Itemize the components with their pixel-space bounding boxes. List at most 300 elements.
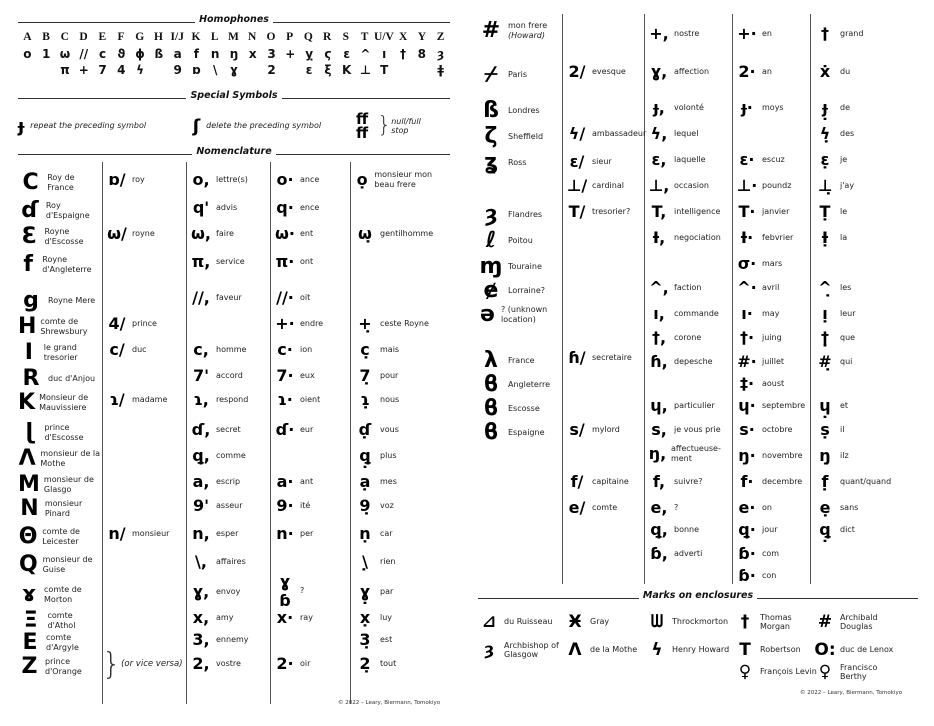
homophone-symbol: 4 bbox=[117, 63, 126, 77]
cipher-symbol: ı· bbox=[741, 304, 753, 323]
alphabet-letter: N bbox=[248, 31, 257, 43]
plaintext-label: comte d'Argyle bbox=[46, 633, 79, 652]
table-row bbox=[566, 152, 612, 171]
enclosure-mark: Ӿ bbox=[568, 612, 582, 632]
homophone-symbol: x bbox=[248, 47, 257, 61]
enclosure-mark: T bbox=[739, 640, 751, 660]
table-row bbox=[814, 472, 891, 491]
alphabet-letter: F bbox=[117, 31, 125, 43]
cipher-symbol: a, bbox=[192, 472, 210, 491]
homophone-symbol: // bbox=[79, 47, 89, 61]
cipher-symbol: ℓ bbox=[485, 228, 497, 253]
plaintext-label: octobre bbox=[762, 424, 793, 434]
cipher-symbol: Ξ bbox=[23, 608, 38, 633]
table-row bbox=[648, 352, 713, 371]
special-symbols-heading: Special Symbols bbox=[18, 90, 450, 106]
table-row bbox=[190, 472, 240, 491]
table-row bbox=[106, 224, 155, 243]
table-row bbox=[354, 630, 392, 649]
table-row bbox=[18, 630, 102, 655]
plaintext-label: madame bbox=[132, 394, 168, 404]
plaintext-label: depesche bbox=[674, 356, 713, 366]
table-row bbox=[190, 608, 233, 627]
cipher-symbol: 2/ bbox=[568, 62, 586, 81]
cipher-symbol: ẹ bbox=[819, 498, 831, 517]
table-row bbox=[648, 498, 678, 517]
plaintext-label: Roy de France bbox=[47, 173, 75, 192]
cipher-symbol: ɗ, bbox=[191, 420, 211, 439]
cipher-symbol: N bbox=[20, 496, 39, 521]
plaintext-label: eux bbox=[300, 370, 315, 380]
table-row bbox=[814, 228, 847, 247]
cipher-symbol: 2· bbox=[276, 654, 294, 673]
table-row bbox=[566, 498, 617, 517]
cipher-symbol: c̣ bbox=[360, 340, 370, 359]
plaintext-label: Escosse bbox=[508, 403, 540, 413]
plaintext-label: amy bbox=[216, 612, 234, 622]
plaintext-label: laquelle bbox=[674, 154, 706, 164]
cipher-symbol: 2̣ bbox=[359, 654, 371, 673]
cipher-symbol: ꝗ· bbox=[738, 520, 756, 539]
table-row bbox=[566, 348, 632, 367]
cipher-symbol: ɗ bbox=[21, 198, 39, 223]
cipher-symbol: c/ bbox=[109, 340, 125, 359]
table-row bbox=[354, 472, 397, 491]
cipher-symbol: Λ bbox=[18, 446, 36, 471]
cipher-symbol: † bbox=[821, 24, 829, 43]
null-symbol-label: null/full stop bbox=[391, 116, 421, 135]
plaintext-label: sieur bbox=[592, 156, 612, 166]
cipher-symbol: ω, bbox=[191, 224, 211, 243]
plaintext-label: prince d'Escosse bbox=[44, 423, 84, 442]
table-row bbox=[814, 62, 850, 81]
cipher-symbol: π, bbox=[191, 252, 211, 271]
table-row bbox=[648, 228, 721, 247]
table-row bbox=[478, 254, 542, 279]
plaintext-label: poundz bbox=[762, 180, 792, 190]
alphabet-letter: Q bbox=[303, 31, 313, 43]
alphabet-letter: D bbox=[79, 31, 88, 43]
enclosure-mark: ♀ bbox=[818, 662, 832, 682]
cipher-symbol: //, bbox=[192, 288, 210, 307]
plaintext-label: endre bbox=[300, 318, 324, 328]
plaintext-label: capitaine bbox=[592, 476, 629, 486]
cipher-symbol: Ṭ bbox=[819, 202, 831, 221]
plaintext-label: ion bbox=[300, 344, 313, 354]
homophone-symbol: \ bbox=[213, 63, 218, 77]
plaintext-label: des bbox=[840, 128, 855, 138]
plaintext-label: ence bbox=[300, 202, 320, 212]
repeat-symbol-icon: ɟ bbox=[18, 115, 25, 137]
plaintext-label: Monsieur de Mauvissiere bbox=[39, 393, 89, 412]
plaintext-label: febvrier bbox=[762, 232, 794, 242]
homophone-symbol: ı bbox=[382, 47, 387, 61]
table-row bbox=[274, 420, 313, 439]
plaintext-label: ? bbox=[674, 502, 679, 512]
plaintext-label: ité bbox=[300, 500, 311, 510]
plaintext-label: adverti bbox=[674, 548, 703, 558]
cipher-symbol: Ɛ bbox=[21, 224, 37, 249]
table-row bbox=[736, 150, 785, 169]
table-row bbox=[190, 630, 249, 649]
table-row bbox=[18, 366, 95, 391]
homophone-symbol: n bbox=[210, 47, 220, 61]
table-row bbox=[648, 328, 701, 347]
enclosure-item bbox=[734, 662, 817, 682]
plaintext-label: France bbox=[508, 355, 535, 365]
cipher-symbol: ⌿ bbox=[484, 62, 498, 87]
cipher-symbol: ɱ bbox=[479, 254, 503, 279]
cipher-symbol: ꝗ, bbox=[650, 520, 668, 539]
enclosure-label: Henry Howard bbox=[672, 645, 730, 655]
table-row bbox=[736, 24, 772, 43]
cipher-symbol: ω/ bbox=[107, 224, 127, 243]
cipher-symbol: ȝ bbox=[484, 202, 498, 227]
plaintext-label: prince bbox=[132, 318, 157, 328]
cipher-symbol: ɥ, bbox=[650, 396, 668, 415]
table-row bbox=[736, 304, 779, 323]
table-row bbox=[736, 396, 805, 415]
plaintext-label: tresorier? bbox=[592, 206, 631, 216]
table-row bbox=[106, 524, 169, 543]
cipher-symbol: λ bbox=[484, 348, 498, 373]
cipher-symbol: f/ bbox=[570, 472, 584, 491]
cipher-symbol: ω̣ bbox=[358, 224, 372, 243]
alphabet-letter: T bbox=[360, 31, 369, 43]
table-row bbox=[354, 170, 450, 189]
plaintext-label: jour bbox=[762, 524, 778, 534]
plaintext-label: affaires bbox=[216, 556, 246, 566]
enclosure-mark: # bbox=[817, 612, 833, 632]
cipher-symbol: Z bbox=[21, 654, 38, 679]
table-row bbox=[106, 390, 167, 409]
cipher-symbol: ɟ, bbox=[653, 98, 665, 117]
plaintext-label: monsieur de la Mothe bbox=[40, 449, 101, 468]
plaintext-label: commande bbox=[674, 308, 719, 318]
enclosure-item bbox=[564, 612, 609, 632]
table-row bbox=[736, 446, 803, 465]
repeat-symbol-label: repeat the preceding symbol bbox=[30, 121, 147, 131]
plaintext-label: plus bbox=[380, 450, 397, 460]
plaintext-label: faction bbox=[674, 282, 702, 292]
alphabet-letter: X bbox=[398, 31, 408, 43]
plaintext-label: Lorraine? bbox=[508, 285, 546, 295]
plaintext-label: la bbox=[840, 232, 848, 242]
column-divider bbox=[562, 14, 563, 584]
table-row bbox=[274, 198, 319, 217]
cipher-symbol: ɣ, bbox=[650, 62, 668, 81]
enclosure-label: duc de Lenox bbox=[840, 645, 894, 655]
cipher-symbol: R bbox=[22, 366, 40, 391]
plaintext-label: comte de Leicester bbox=[42, 527, 80, 546]
table-row bbox=[18, 496, 102, 521]
table-row bbox=[190, 390, 248, 409]
table-row bbox=[354, 340, 399, 359]
table-row bbox=[354, 224, 433, 243]
cipher-symbol: ɛ̣ bbox=[820, 150, 830, 169]
plaintext-label: duc d'Anjou bbox=[48, 373, 96, 383]
cipher-symbol: e· bbox=[738, 498, 756, 517]
alphabet-letter: G bbox=[135, 31, 145, 43]
table-row bbox=[274, 252, 313, 271]
plaintext-label: le grand tresorier bbox=[43, 343, 78, 362]
alphabet-letter: M bbox=[228, 31, 239, 43]
table-row bbox=[478, 396, 540, 421]
alphabet-letter: H bbox=[154, 31, 163, 43]
cipher-symbol: E bbox=[22, 630, 38, 655]
enclosures-table bbox=[478, 606, 918, 698]
plaintext-label: ont bbox=[300, 256, 314, 266]
plaintext-label: com bbox=[762, 548, 780, 558]
enclosure-label: Throckmorton bbox=[672, 617, 729, 627]
table-row bbox=[814, 396, 848, 415]
plaintext-label: esper bbox=[216, 528, 239, 538]
plaintext-label: ent bbox=[300, 228, 314, 238]
plaintext-label: envoy bbox=[216, 586, 241, 596]
plaintext-label: oir bbox=[300, 658, 311, 668]
table-row bbox=[190, 198, 237, 217]
table-row bbox=[190, 288, 242, 307]
plaintext-label: sans bbox=[840, 502, 859, 512]
cipher-symbol: +· bbox=[275, 314, 295, 333]
special-symbols-row bbox=[18, 106, 450, 146]
cipher-symbol: \, bbox=[195, 552, 207, 571]
table-row bbox=[478, 302, 562, 327]
table-row bbox=[478, 372, 550, 397]
plaintext-label: faire bbox=[216, 228, 234, 238]
table-row bbox=[354, 608, 392, 627]
table-row bbox=[354, 446, 397, 465]
table-row bbox=[814, 304, 856, 323]
cipher-symbol: f̣ bbox=[821, 472, 829, 491]
table-row bbox=[814, 150, 847, 169]
table-row bbox=[190, 340, 246, 359]
plaintext-label: oient bbox=[300, 394, 321, 404]
enclosure-item bbox=[478, 640, 566, 660]
plaintext-label: voz bbox=[380, 500, 394, 510]
plaintext-label: bonne bbox=[674, 524, 700, 534]
column-divider bbox=[810, 14, 811, 584]
plaintext-label: monsieur mon beau frere bbox=[374, 170, 433, 189]
plaintext-label: qui bbox=[840, 356, 853, 366]
table-row bbox=[190, 366, 243, 385]
plaintext-label: oit bbox=[300, 292, 311, 302]
label-group bbox=[508, 21, 547, 40]
plaintext-label: juing bbox=[762, 332, 782, 342]
alphabet-letter: Y bbox=[417, 31, 427, 43]
table-row bbox=[478, 62, 527, 87]
plaintext-label: occasion bbox=[674, 180, 709, 190]
plaintext-label: Espaigne bbox=[508, 427, 545, 437]
table-row bbox=[18, 472, 102, 497]
plaintext-label: Roy d'Espaigne bbox=[45, 201, 90, 220]
table-row bbox=[736, 62, 772, 81]
plaintext-label: ance bbox=[300, 174, 320, 184]
plaintext-label: advis bbox=[216, 202, 238, 212]
table-row bbox=[736, 498, 772, 517]
table-row bbox=[736, 472, 802, 491]
cipher-symbol: T, bbox=[651, 202, 667, 221]
cipher-symbol: ɇ bbox=[483, 278, 499, 303]
enclosure-label: du Ruisseau bbox=[504, 617, 553, 627]
cipher-symbol: ɓ, bbox=[650, 544, 668, 563]
plaintext-label: leur bbox=[840, 308, 856, 318]
plaintext-label: monsieur de Glasgo bbox=[43, 475, 94, 494]
homophones-heading: Homophones bbox=[18, 14, 450, 30]
cipher-symbol: ɤ bbox=[22, 582, 36, 607]
table-row bbox=[274, 472, 313, 491]
homophone-symbol: f bbox=[193, 47, 200, 61]
plaintext-label: escuz bbox=[762, 154, 785, 164]
enclosure-mark: † bbox=[740, 612, 750, 632]
table-row bbox=[18, 288, 95, 313]
plaintext-label: en bbox=[762, 28, 772, 38]
homophone-symbol: c bbox=[98, 47, 107, 61]
table-row bbox=[18, 340, 102, 365]
enclosure-label: François Levin bbox=[760, 667, 817, 677]
cipher-symbol: ɣ, bbox=[192, 582, 210, 601]
enclosure-item bbox=[564, 640, 637, 660]
plaintext-label: on bbox=[762, 502, 772, 512]
cipher-symbol: 9̣ bbox=[359, 496, 371, 515]
table-row bbox=[648, 124, 698, 143]
enclosure-mark: ⊿ bbox=[481, 612, 497, 632]
plaintext-label: par bbox=[380, 586, 394, 596]
cipher-symbol: s/ bbox=[569, 420, 585, 439]
plaintext-label: novembre bbox=[762, 450, 803, 460]
cipher-symbol: ^, bbox=[649, 278, 669, 297]
homophone-symbol: ɛ bbox=[305, 63, 313, 77]
plaintext-label: il bbox=[840, 424, 845, 434]
homophone-symbol: ⊥ bbox=[359, 63, 371, 77]
plaintext-label: juillet bbox=[762, 356, 785, 366]
enclosure-item bbox=[814, 662, 902, 682]
plaintext-label: ilz bbox=[840, 450, 849, 460]
cipher-symbol: ı̣ bbox=[822, 304, 828, 323]
plaintext-label: de bbox=[840, 102, 850, 112]
plaintext-label: prince d'Orange bbox=[45, 657, 82, 676]
right-nomenclature-table bbox=[478, 14, 918, 584]
cipher-symbol: ŋ· bbox=[738, 446, 756, 465]
column-divider bbox=[644, 14, 645, 584]
plaintext-label: con bbox=[762, 570, 777, 580]
cipher-symbol: ɓ· bbox=[738, 566, 756, 585]
cipher-symbol: 2· bbox=[738, 62, 756, 81]
cipher-symbol: ɒ/ bbox=[108, 170, 126, 189]
homophone-symbol: T bbox=[380, 63, 389, 77]
table-row bbox=[814, 498, 858, 517]
table-row bbox=[736, 328, 782, 347]
cipher-symbol: 9' bbox=[192, 496, 210, 515]
cipher-symbol: ɦ/ bbox=[568, 348, 586, 367]
cipher-symbol: +· bbox=[737, 24, 757, 43]
cipher-symbol: +̣ bbox=[358, 314, 372, 333]
cipher-symbol: T/ bbox=[568, 202, 586, 221]
delete-symbol-icon: ʃ bbox=[192, 115, 201, 137]
table-row bbox=[648, 202, 720, 221]
table-row bbox=[190, 496, 243, 515]
cipher-symbol: ŋ, bbox=[648, 444, 667, 463]
enclosure-mark: ᗯ bbox=[650, 612, 664, 632]
table-row bbox=[478, 18, 547, 43]
cipher-symbol: Q bbox=[18, 552, 38, 577]
plaintext-label: corone bbox=[674, 332, 702, 342]
cipher-symbol: ο· bbox=[276, 170, 294, 189]
table-row bbox=[274, 170, 319, 189]
table-row bbox=[814, 124, 854, 143]
homophone-symbol: 8 bbox=[417, 47, 426, 61]
cipher-symbol: ϐ bbox=[483, 420, 499, 445]
table-row bbox=[648, 420, 721, 439]
plaintext-label: homme bbox=[216, 344, 247, 354]
plaintext-label: mars bbox=[762, 258, 783, 268]
cipher-symbol: 9· bbox=[276, 496, 294, 515]
cipher-symbol: ə bbox=[480, 302, 495, 327]
cipher-symbol: Θ bbox=[18, 524, 38, 549]
cipher-symbol: †· bbox=[739, 328, 755, 347]
cipher-symbol: H bbox=[18, 314, 37, 339]
alphabet-letter: U/V bbox=[373, 31, 394, 43]
homophone-symbol: K bbox=[342, 63, 352, 77]
plaintext-label: secretaire bbox=[592, 352, 632, 362]
special-item-delete bbox=[193, 116, 342, 137]
table-row bbox=[274, 524, 313, 543]
plaintext-label: ambassadeur bbox=[592, 128, 647, 138]
homophone-symbol: ^ bbox=[360, 47, 371, 61]
table-row bbox=[190, 582, 240, 601]
table-row bbox=[736, 520, 777, 539]
enclosure-item bbox=[734, 612, 822, 632]
plaintext-label: negociation bbox=[674, 232, 721, 242]
homophone-symbol: 2 bbox=[267, 63, 276, 77]
column-divider bbox=[350, 162, 351, 704]
plaintext-label: service bbox=[216, 256, 245, 266]
plaintext-label: escrip bbox=[216, 476, 241, 486]
cipher-symbol: Ɨ̣ bbox=[821, 228, 829, 247]
plaintext-label: suivre? bbox=[674, 476, 703, 486]
table-row bbox=[106, 170, 145, 189]
plaintext-label: asseur bbox=[216, 500, 243, 510]
plaintext-label: tout bbox=[380, 658, 397, 668]
plaintext-label: may bbox=[762, 308, 780, 318]
plaintext-label: Flandres bbox=[508, 209, 543, 219]
homophone-symbol: ß bbox=[154, 47, 164, 61]
plaintext-label: je bbox=[840, 154, 848, 164]
column-divider bbox=[186, 162, 187, 704]
plaintext-label: Ross bbox=[508, 157, 527, 167]
enclosure-item bbox=[646, 612, 728, 632]
homophone-symbol: 9 bbox=[173, 63, 182, 77]
cipher-symbol: n· bbox=[276, 524, 294, 543]
cipher-symbol: ɥ· bbox=[738, 396, 756, 415]
cipher-symbol: ɛ/ bbox=[569, 152, 585, 171]
plaintext-label: car bbox=[380, 528, 393, 538]
table-row bbox=[18, 420, 102, 445]
table-row bbox=[648, 396, 715, 415]
table-row bbox=[18, 654, 102, 679]
cipher-symbol: x, bbox=[192, 608, 210, 627]
cipher-symbol: q' bbox=[192, 198, 210, 217]
enclosure-mark: ϟ bbox=[651, 640, 663, 660]
cipher-symbol: f, bbox=[652, 472, 666, 491]
plaintext-label: et bbox=[840, 400, 849, 410]
table-row bbox=[814, 202, 847, 221]
table-row bbox=[566, 472, 629, 491]
table-row bbox=[106, 314, 157, 333]
table-row bbox=[648, 176, 709, 195]
homophone-symbol: ϟ bbox=[136, 63, 145, 77]
table-row bbox=[274, 390, 320, 409]
